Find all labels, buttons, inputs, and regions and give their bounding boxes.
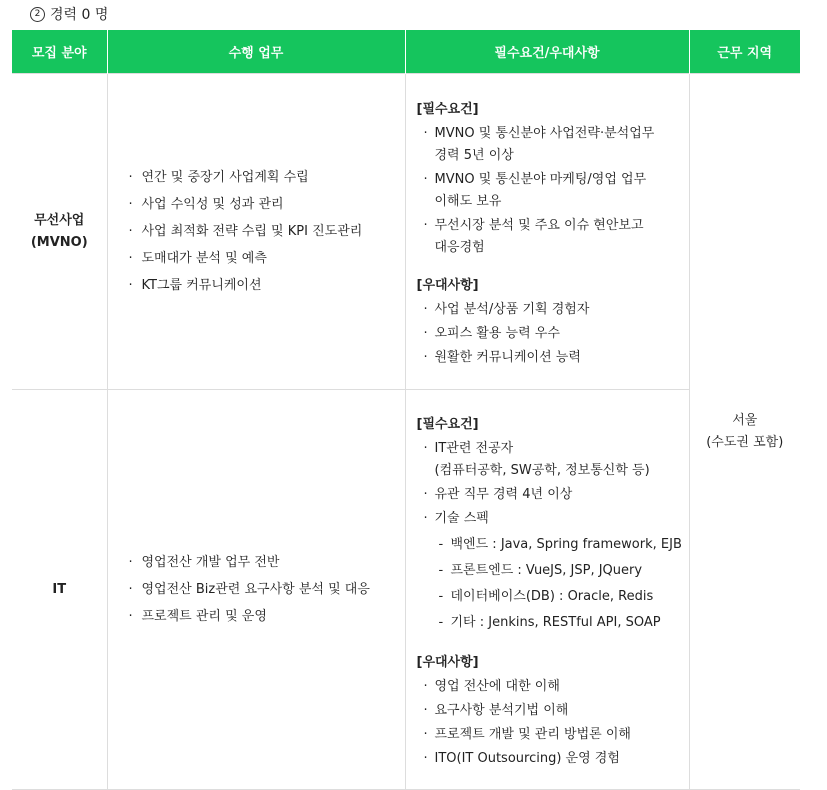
list-item: · 영업 전산에 대한 이해 (417, 676, 689, 698)
list-item: · 프로젝트 개발 및 관리 방법론 이해 (417, 724, 689, 746)
skill-item: - 백엔드 : Java, Spring framework, EJB (417, 532, 689, 558)
duties-list (108, 549, 405, 630)
skill-item: - 데이터베이스(DB) : Oracle, Redis (417, 584, 689, 610)
duties-list (108, 164, 405, 299)
list-item: · 사업 수익성 및 성과 관리 (128, 191, 405, 218)
preferred-list (417, 299, 689, 369)
job-table (12, 30, 800, 790)
header-duties: 수행 업무 (107, 30, 405, 74)
header-field: 모집 분야 (12, 30, 107, 74)
list-item: · 기술 스펙 (417, 508, 689, 530)
list-item: · 무선시장 분석 및 주요 이슈 현안보고 대응경험 (417, 215, 689, 259)
list-item: · MVNO 및 통신분야 사업전략·분석업무 경력 5년 이상 (417, 123, 689, 167)
list-item: · 프로젝트 관리 및 운영 (128, 603, 405, 630)
header-requirements: 필수요건/우대사항 (405, 30, 689, 74)
preferred-list (417, 676, 689, 770)
table-header-row (12, 30, 800, 74)
duties-cell (107, 74, 405, 390)
heading-text: 경력 0 명 (50, 7, 109, 23)
header-region: 근무 지역 (689, 30, 800, 74)
required-title: [필수요건] (416, 101, 479, 117)
skill-item: - 프론트엔드 : VueJS, JSP, JQuery (417, 558, 689, 584)
list-item: · 연간 및 중장기 사업계획 수립 (128, 164, 405, 191)
list-item: · 도매대가 분석 및 예측 (128, 245, 405, 272)
list-item: · 영업전산 Biz관련 요구사항 분석 및 대응 (128, 576, 405, 603)
list-item: · MVNO 및 통신분야 마케팅/영업 업무 이해도 보유 (417, 169, 689, 213)
circled-number: 2 (30, 7, 45, 22)
skill-item: - 기타 : Jenkins, RESTful API, SOAP (417, 610, 689, 636)
list-item: · 원활한 커뮤니케이션 능력 (417, 347, 689, 369)
field-cell: 무선사업 (MVNO) (12, 74, 107, 390)
requirements-cell (405, 74, 689, 390)
preferred-title: [우대사항] (416, 277, 479, 293)
required-list (417, 123, 689, 259)
list-item: · 사업 최적화 전략 수립 및 KPI 진도관리 (128, 218, 405, 245)
list-item: · ITO(IT Outsourcing) 운영 경험 (417, 748, 689, 770)
requirements-cell (405, 390, 689, 790)
field-cell: IT (12, 390, 107, 790)
required-list (417, 438, 689, 636)
section-heading (30, 4, 108, 24)
list-item: · 요구사항 분석기법 이해 (417, 700, 689, 722)
duties-cell (107, 390, 405, 790)
region-cell: 서울 (수도권 포함) (689, 74, 800, 790)
required-title: [필수요건] (416, 416, 479, 432)
list-item: · 사업 분석/상품 기획 경험자 (417, 299, 689, 321)
list-item: · 오피스 활용 능력 우수 (417, 323, 689, 345)
list-item: · 영업전산 개발 업무 전반 (128, 549, 405, 576)
list-item: · IT관련 전공자 (컴퓨터공학, SW공학, 정보통신학 등) (417, 438, 689, 482)
table-row-mvno (12, 74, 800, 390)
list-item: · 유관 직무 경력 4년 이상 (417, 484, 689, 506)
preferred-title: [우대사항] (416, 654, 479, 670)
table-row-it (12, 390, 800, 790)
list-item: · KT그룹 커뮤니케이션 (128, 272, 405, 299)
